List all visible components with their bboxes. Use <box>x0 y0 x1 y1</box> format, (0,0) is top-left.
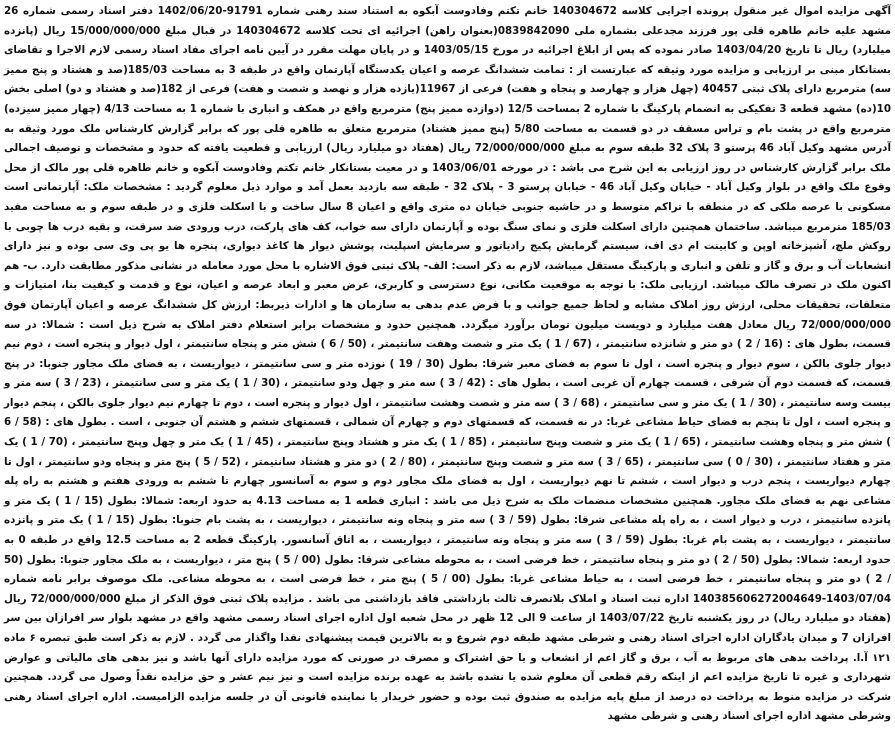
auction-notice-body: آگهی مزایده اموال غیر منقول پرونده اجرایی کلاسه 140304672 خانم تکتم وفادوست آبکوه به استناد سند رهنی شماره 91791-1402/06/20 دفتر اسناد رسمی شماره 26 مشهد علیه خانم طاهره قلی پور فرزند مجدعلی بشماره ملی 0839842090(بعنوان راهن) اجرائیه ای تحت کلاسه 140304672 در قبال مبلغ 15/000/000/000 ریال (پانزده میلیارد) ریال تا تاریخ 1403/04/20 صادر نموده که پس از ابلاغ اجرائیه در مورخ 1403/05/15 و در پایان مهلت مقرر در آیین نامه اجرای مفاد اسناد رسمی لازم الاجرا و تقاضای بستانکار مبنی بر ارزیابی و مزایده مورد وثیقه که عبارتست از : تمامت ششدانگ عرصه و اعیان یکدستگاه آپارتمان واقع در طبقه 3 به مساحت 185/03(صد و هشتاد و پنج ممیز سه) مترمربع دارای پلاک ثبتی 40457 (چهل هزار و چهارصد و پنجاه و هفت) فرعی از 11967(یازده هزار و نهصد و شصت و هفت) فرعی از 182(صد و هشتاد و دو) اصلی بخش 10(ده) مشهد قطعه 3 تفکیکی به انضمام پارکینگ با شماره 2 بمساحت 12/5 (دوازده ممیز پنج) مترمربع واقع در همکف و انباری با شماره 1 به مساحت 4/13 (چهار ممیز سیزده) مترمربع واقع در پشت بام و تراس مسقف در دو قسمت به مساحت 5/80 (پنج ممیز هشتاد) مترمربع متعلق به طاهره قلی پور که برابر گزارش کارشناس ملک مورد وثیقه به آدرس مشهد وکیل آباد 46 پرستو 3 پلاک 32 طبقه سوم به مبلغ 72/000/000/000 ریال (هفتاد دو میلیارد ریال) ارزیابی و قطعیت یافته که حدود و مشخصات و توصیف اجمالی ملک برابر گزارش کارشناس در روز ارزیابی به این شرح می باشد : در مورخه 1403/06/01 و در معیت بستانکار خانم تکتم وفادوست آبکوه و خانم طاهره قلی پور مالک از محل وقوع ملک واقع در بلوار وکیل آباد - خیابان وکیل آباد 46 - خیابان پرستو 3 - پلاک 32 - طبقه سه بازدید بعمل آمد و موارد ذیل معلوم گردید : مشخصات ملک: آپارتمانی است مسکونی با عرصه ملکی که در منطقه با تراکم متوسط و در حاشیه جنوبی خیابان ده متری واقع و اعیان 8 سال ساخت و با اسکلت فلزی و در طبقه سوم و به مساحت مفید 185/03 مترمربع میباشد. ساختمان همچنین دارای اسکلت فلزی و نمای سنگ بوده و آپارتمان دارای سه خواب، کف های پارکت، درب ورودی ضد سرقت، و بقیه درب ها چوبی با روکش ملچ، آشپزخانه اوپن و کابینت ام دی اف، سیستم گرمایش پکیج رادیاتور و سرمایش اسپلیت، پوشش دیوار ها کاغذ دیواری، پنجره ها یو پی وی سی بوده و نیز دارای انشعابات آب و برق و گاز و تلفن و انباری و پارکینگ مستقل میباشد، لازم به ذکر است: الف- پلاک ثبتی فوق الاشاره با محل مورد معامله در نشانی مذکور مطابقت دارد. ب- هم اکنون ملک در تصرف مالک میباشد. ارزیابی ملک: با توجه به موقعیت مکانی، نوع دسترسی و کاربری، عرض معبر و ابعاد عرصه و اعیان، نوع و قدمت و کیفیت بنا، امتیازات و متعلقات، تحقیقات محلی، ارزش روز املاک مشابه و لحاظ جمیع جوانب و با فرض عدم بدهی به سازمان ها و ادارات ذیربط: ارزش کل ششدانگ عرصه و اعیان آپارتمان فوق 72/000/000/000 ریال معادل هفت میلیارد و دویست میلیون تومان برآورد میگردد. همچنین حدود و مشخصات برابر استعلام دفتر املاک به شرح ذیل است : شمالا: در سه قسمت، بطول های : (16 / 2 ) دو متر و شانزده سانتیمتر ، (67 / 1 ) یک متر و شصت وهفت سانتیمتر ، (50 / 6 ) شش متر و پنجاه سانتیمتر ، اول دیوار و پنجره است ، دوم نیم دیوار جلوی بالکن ، سوم دیوار و پنجره است ، اول تا سوم به فضای معبر شرقا: بطول (30 / 19 ) نوزده متر و سی سانتیمتر ، دیواریست ، به فضای ملک مجاور جنوبا: در پنج قسمت، که قسمت دوم آن شرقی ، قسمت چهارم آن غربی است ، بطول های : (42 / 3 ) سه متر و چهل ودو سانتیمتر ، (30 / 1 ) یک متر و سی سانتیمتر ، (23 / 3 ) سه متر و بیست وسه سانتیمتر ، (30 / 1 ) یک متر و سی سانتیمتر ، (68 / 3 ) سه متر و شصت وهشت سانتیمتر ، اول دیوار و پنجره است ، دوم تا چهارم نیم دیوار جلوی بالکن ، پنجم دیوار و پنجره است ، اول تا پنجم به فضای حیاط مشاعی غربا: در نه قسمت، که قسمتهای دوم و چهارم آن شمالی ، قسمتهای ششم و هشتم آن جنوبی ، است . بطول های : (58 / 6 ) شش متر و پنجاه وهشت سانتیمتر ، (65 / 1 ) یک متر و شصت وپنج سانتیمتر ، (85 / 1 ) یک متر و هشتاد وپنج سانتیمتر ، (45 / 1 ) یک متر و چهل وپنج سانتیمتر ، (70 / 1 ) یک متر و هفتاد سانتیمتر ، (30 / 0 ) سی سانتیمتر ، (65 / 3 ) سه متر و شصت وپنج سانتیمتر ، (80 / 2 ) دو متر و هشتاد سانتیمتر ، (52 / 5 ) پنج متر و پنجاه ودو سانتیمتر ، اول تا چهارم دیواریست ، پنجم درب و دیوار است ، ششم تا نهم دیواریست ، اول به فضای ملک مجاور دوم و سوم به آسانسور چهارم تا ششم به ورودی هفتم و هشتم به راه پله مشاعی نهم به فضای ملک مجاور. همچنین مشخصات منضمات ملک به شرح ذیل می باشد : انباری قطعه 1 به مساحت 4.13 به حدود اربعه: شمالا: بطول (15 / 1 ) یک متر و پانزده سانتیمتر ، درب و دیوار است ، به راه پله مشاعی شرقا: بطول (59 / 3 ) سه متر و پنجاه ونه سانتیمتر ، دیواریست ، به پشت بام جنوبا: بطول (15 / 1 ) یک متر و پانزده سانتیمتر ، دیواریست ، به پشت بام غربا: بطول (59 / 3 ) سه متر و پنجاه ونه سانتیمتر ، دیواریست ، به اتاق آسانسور. پارکینگ قطعه 2 به مساحت 12.5 واقع در طبقه 0 به حدود اربعه: شمالا: بطول (50 / 2 ) دو متر و پنجاه سانتیمتر ، خط فرضی است ، به محوطه مشاعی شرقا: بطول (00 / 5 ) پنج متر ، دیواریست ، به ملک مجاور جنوبا: بطول (50 / 2 ) دو متر و پنجاه سانتیمتر ، خط فرضی است ، به حیاط مشاعی غربا: بطول (00 / 5 ) پنج متر ، خط فرضی است ، به محوطه مشاعی. ملک موصوف برابر نامه شماره 1403/07/04-140385606272004649 اداره ثبت اسناد و املاک بلاتصرف ثالث بازداشتی فاقد بازداشتی می باشد . مزایده پلاک ثبتی فوق الذکر از مبلغ 72/000/000/000 ریال (هفتاد دو میلیارد ریال) در روز یکشنبه تاریخ 1403/07/22 از ساعت 9 الی 12 ظهر در محل شعبه اول اداره اجرای اسناد رسمی مشهد واقع در مشهد بلوار سر افرازان بین سر افرازان 7 و میدان یادگاران اداره اجرای اسناد رهنی و شرطی مشهد طبقه دوم شروع و به بالاترین قیمت پیشنهادی نقدا واگذار می گردد . لازم به ذکر است طبق تبصره ۶ ماده ۱۲۱ آ.ا. پرداخت بدهی های مربوط به آب ، برق و گاز اعم از انشعاب و یا حق اشتراک و مصرف در صورتی که مورد مزایده دارای آنها باشد و نیز بدهی های مالیاتی و عوارض شهرداری و غیره تا تاریخ مزایده اعم از اینکه رقم قطعی آن معلوم شده یا نشده باشد به عهده برنده مزایده است و نیز نیم عشر و حق مزایده نقداً وصول می گردد. همچنین شرکت در مزایده منوط به پرداخت ده درصد از مبلغ پایه مزایده به صندوق ثبت بوده و حضور خریدار یا نماینده قانونی آن در جلسه مزایده الزامیست. اداره اجرای اسناد رهنی وشرطی مشهد اداره اجرای اسناد رهنی و شرطی مشهد <box>4 5 892 723</box>
